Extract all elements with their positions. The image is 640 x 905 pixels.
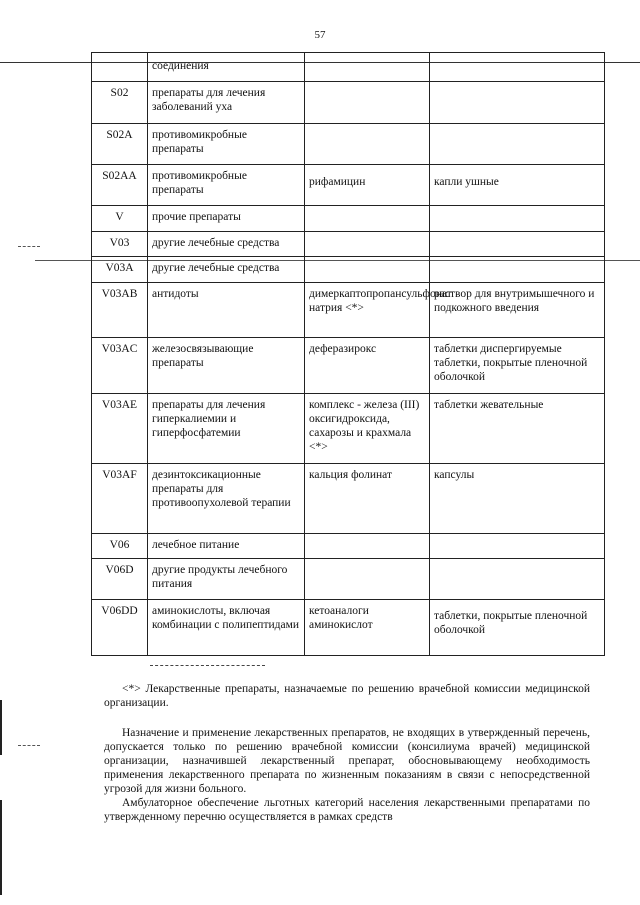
- drug-name: [305, 82, 430, 124]
- dosage-form: таблетки диспергируемые таблетки, покрытые пленочной оболочкой: [430, 338, 605, 394]
- atc-code: S02: [92, 82, 148, 124]
- footnote: [104, 682, 590, 710]
- dosage-form: [430, 534, 605, 559]
- table-row: [92, 600, 605, 656]
- page-number: 57: [314, 29, 326, 41]
- drug-name: [305, 534, 430, 559]
- table-row: [92, 464, 605, 534]
- table-row: [92, 232, 605, 257]
- table-row: [92, 53, 605, 82]
- atc-code: V06: [92, 534, 148, 559]
- body-text: [104, 726, 590, 824]
- dosage-form: [430, 206, 605, 232]
- atc-code: V03: [92, 232, 148, 257]
- group-name: соединения: [148, 53, 305, 82]
- drug-name: комплекс - железа (III) оксигидроксида, сахарозы и крахмала <*>: [305, 394, 430, 464]
- atc-code: V03A: [92, 257, 148, 283]
- dosage-form: таблетки, покрытые пленочной оболочкой: [430, 600, 605, 656]
- dosage-form: [430, 232, 605, 257]
- table-row: [92, 124, 605, 165]
- atc-code: V03AE: [92, 394, 148, 464]
- footnote-text: <*> Лекарственные препараты, назначаемые по решению врачебной комиссии медицинской организации.: [104, 683, 590, 709]
- table-row: [92, 338, 605, 394]
- atc-code: [92, 53, 148, 82]
- table-row: [92, 394, 605, 464]
- footnote-separator: [150, 665, 265, 666]
- drug-name: [305, 206, 430, 232]
- group-name: другие лечебные средства: [148, 257, 305, 283]
- atc-code: V03AC: [92, 338, 148, 394]
- left-edge-mark-1: [0, 700, 2, 755]
- dosage-form: [430, 257, 605, 283]
- group-name: противомикробные препараты: [148, 165, 305, 206]
- dosage-form: [430, 82, 605, 124]
- dosage-form: [430, 124, 605, 165]
- group-name: другие продукты лечебного питания: [148, 559, 305, 600]
- table-row: [92, 165, 605, 206]
- atc-code: V: [92, 206, 148, 232]
- drug-name: кальция фолинат: [305, 464, 430, 534]
- dosage-form: [430, 559, 605, 600]
- group-name: железосвязывающие препараты: [148, 338, 305, 394]
- left-edge-mark-2: [0, 800, 2, 895]
- group-name: лечебное питание: [148, 534, 305, 559]
- medicine-table: [91, 52, 605, 656]
- dosage-form: таблетки жевательные: [430, 394, 605, 464]
- table-row: [92, 206, 605, 232]
- drug-name: [305, 559, 430, 600]
- dosage-form: капли ушные: [430, 165, 605, 206]
- atc-code: V03AF: [92, 464, 148, 534]
- group-name: препараты для лечения гиперкалиемии и гиперфосфатемии: [148, 394, 305, 464]
- drug-name: рифамицин: [305, 165, 430, 206]
- scan-dash-left-1: [18, 246, 40, 247]
- atc-code: S02AA: [92, 165, 148, 206]
- atc-code: V03AB: [92, 283, 148, 338]
- group-name: противомикробные препараты: [148, 124, 305, 165]
- dosage-form: раствор для внутримышечного и подкожного введения: [430, 283, 605, 338]
- drug-name: димеркаптопропансульфонат натрия <*>: [305, 283, 430, 338]
- table-row: [92, 283, 605, 338]
- group-name: препараты для лечения заболеваний уха: [148, 82, 305, 124]
- scan-dash-left-2: [18, 745, 40, 746]
- paragraph: Амбулаторное обеспечение льготных категорий населения лекарственными препаратами по утвержденному перечню осуществляется в рамках средств: [104, 797, 590, 823]
- drug-name: [305, 124, 430, 165]
- group-name: дезинтоксикационные препараты для противоопухолевой терапии: [148, 464, 305, 534]
- paragraph: Назначение и применение лекарственных препаратов, не входящих в утвержденный перечень, допускается только по решению врачебной комиссии (консилиума врачей) медицинской организации, назначившей лекарственный препарат, обосновывающему необходимость применения лекарственного препарата по жизненным показаниям в связи с непосредственной угрозой для жизни больного.: [104, 727, 590, 795]
- atc-code: S02A: [92, 124, 148, 165]
- group-name: другие лечебные средства: [148, 232, 305, 257]
- table-row: [92, 534, 605, 559]
- table-row: [92, 559, 605, 600]
- group-name: аминокислоты, включая комбинации с полипептидами: [148, 600, 305, 656]
- atc-code: V06DD: [92, 600, 148, 656]
- drug-name: [305, 257, 430, 283]
- group-name: антидоты: [148, 283, 305, 338]
- drug-name: кетоаналоги аминокислот: [305, 600, 430, 656]
- drug-name: [305, 53, 430, 82]
- table-row: [92, 82, 605, 124]
- group-name: прочие препараты: [148, 206, 305, 232]
- atc-code: V06D: [92, 559, 148, 600]
- dosage-form: капсулы: [430, 464, 605, 534]
- drug-name: деферазирокс: [305, 338, 430, 394]
- table-row: [92, 257, 605, 283]
- drug-name: [305, 232, 430, 257]
- dosage-form: [430, 53, 605, 82]
